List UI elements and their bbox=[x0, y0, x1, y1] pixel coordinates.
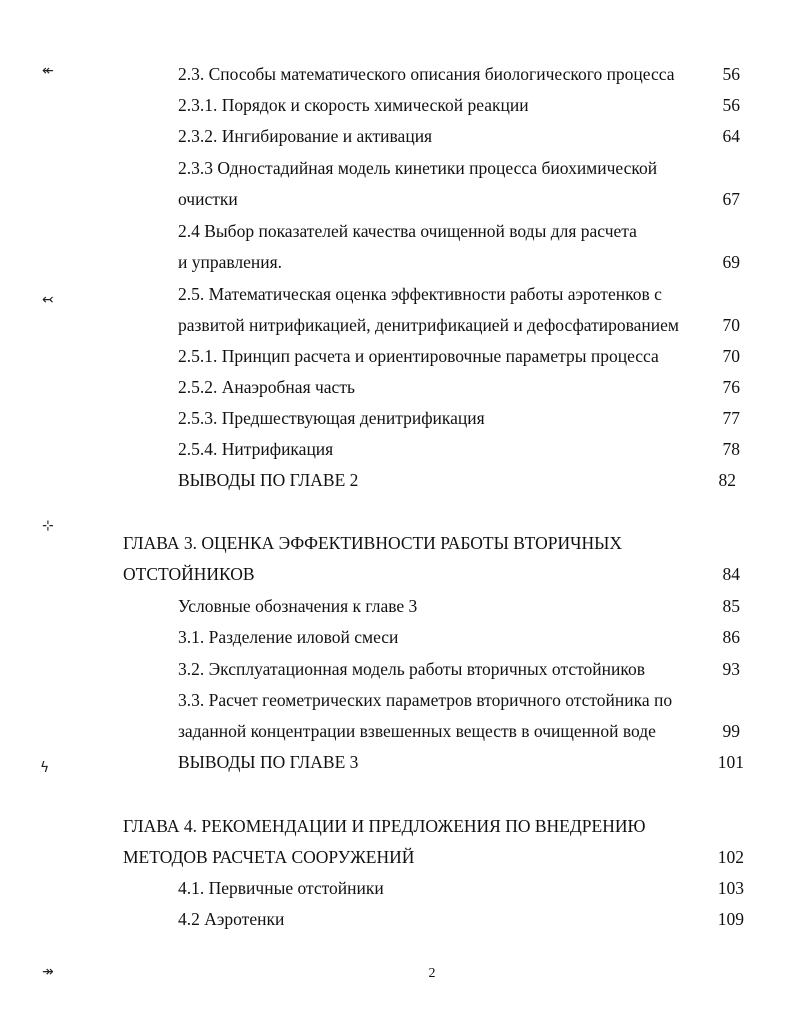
toc-entry: развитой нитрификацией, денитрификацией и дефосфатированием bbox=[178, 315, 679, 335]
toc-entry: 2.5.4. Нитрификация bbox=[178, 439, 334, 459]
toc-page-number: 93 bbox=[722, 659, 740, 679]
toc-entry: 3.2. Эксплуатационная модель работы вторичных отстойников bbox=[178, 659, 645, 679]
toc-chapter-heading: МЕТОДОВ РАСЧЕТА СООРУЖЕНИЙ bbox=[123, 847, 415, 867]
page-number: 2 bbox=[428, 966, 436, 981]
toc-chapter-heading: ОТСТОЙНИКОВ bbox=[123, 564, 255, 584]
toc-chapter-heading: ГЛАВА 3. ОЦЕНКА ЭФФЕКТИВНОСТИ РАБОТЫ ВТОРИЧНЫХ bbox=[123, 533, 623, 553]
toc-page-number: 99 bbox=[722, 721, 740, 741]
margin-mark-icon: ϟ bbox=[40, 760, 50, 776]
toc-page-number: 82 bbox=[718, 470, 736, 490]
toc-page-number: 56 bbox=[722, 64, 740, 84]
toc-page-number: 56 bbox=[722, 95, 740, 115]
toc-entry: 2.5.1. Принцип расчета и ориентировочные параметры процесса bbox=[178, 346, 659, 366]
toc-page-number: 78 bbox=[722, 439, 740, 459]
margin-mark-icon: ↢ bbox=[42, 292, 54, 308]
toc-entry: заданной концентрации взвешенных веществ в очищенной воде bbox=[178, 721, 656, 741]
toc-chapter-heading: ГЛАВА 4. РЕКОМЕНДАЦИИ И ПРЕДЛОЖЕНИЯ ПО ВНЕДРЕНИЮ bbox=[123, 816, 646, 836]
margin-mark-icon: ↞ bbox=[42, 63, 54, 79]
toc-page-number: 85 bbox=[722, 596, 740, 616]
toc-conclusion: ВЫВОДЫ ПО ГЛАВЕ 2 bbox=[178, 470, 359, 490]
toc-entry: 4.2 Аэротенки bbox=[178, 909, 285, 929]
toc-page-number: 76 bbox=[722, 377, 740, 397]
toc-entry: Условные обозначения к главе 3 bbox=[178, 596, 418, 616]
toc-entry: и управления. bbox=[178, 252, 283, 272]
toc-entry: 2.3.1. Порядок и скорость химической реакции bbox=[178, 95, 529, 115]
toc-page-number: 77 bbox=[722, 408, 740, 428]
toc-page-number: 102 bbox=[717, 847, 744, 867]
toc-entry: 2.3.2. Ингибирование и активация bbox=[178, 126, 433, 146]
margin-mark-icon: ↠ bbox=[42, 964, 54, 980]
toc-page-number: 70 bbox=[722, 346, 740, 366]
toc-entry: 2.5.2. Анаэробная часть bbox=[178, 377, 355, 397]
toc-page-number: 84 bbox=[722, 564, 740, 584]
toc-conclusion: ВЫВОДЫ ПО ГЛАВЕ 3 bbox=[178, 752, 359, 772]
toc-entry: 2.3.3 Одностадийная модель кинетики процесса биохимической bbox=[178, 158, 658, 178]
toc-page-number: 67 bbox=[722, 189, 740, 209]
toc-entry: очистки bbox=[178, 189, 238, 209]
toc-page-number: 101 bbox=[717, 752, 744, 772]
toc-page-number: 64 bbox=[722, 126, 740, 146]
toc-entry: 2.5.3. Предшествующая денитрификация bbox=[178, 408, 485, 428]
toc-entry: 2.3. Способы математического описания биологического процесса bbox=[178, 64, 675, 84]
toc-page-number: 103 bbox=[717, 878, 744, 898]
toc-page-number: 86 bbox=[722, 627, 740, 647]
toc-entry: 2.4 Выбор показателей качества очищенной воды для расчета bbox=[178, 221, 637, 241]
toc-entry: 3.1. Разделение иловой смеси bbox=[178, 627, 399, 647]
toc-page-number: 70 bbox=[722, 315, 740, 335]
toc-entry: 3.3. Расчет геометрических параметров вторичного отстойника по bbox=[178, 690, 673, 710]
toc-page-number: 69 bbox=[722, 252, 740, 272]
toc-page-number: 109 bbox=[717, 909, 744, 929]
toc-entry: 4.1. Первичные отстойники bbox=[178, 878, 384, 898]
toc-entry: 2.5. Математическая оценка эффективности работы аэротенков с bbox=[178, 284, 662, 304]
margin-mark-icon: ⊹ bbox=[42, 518, 54, 534]
